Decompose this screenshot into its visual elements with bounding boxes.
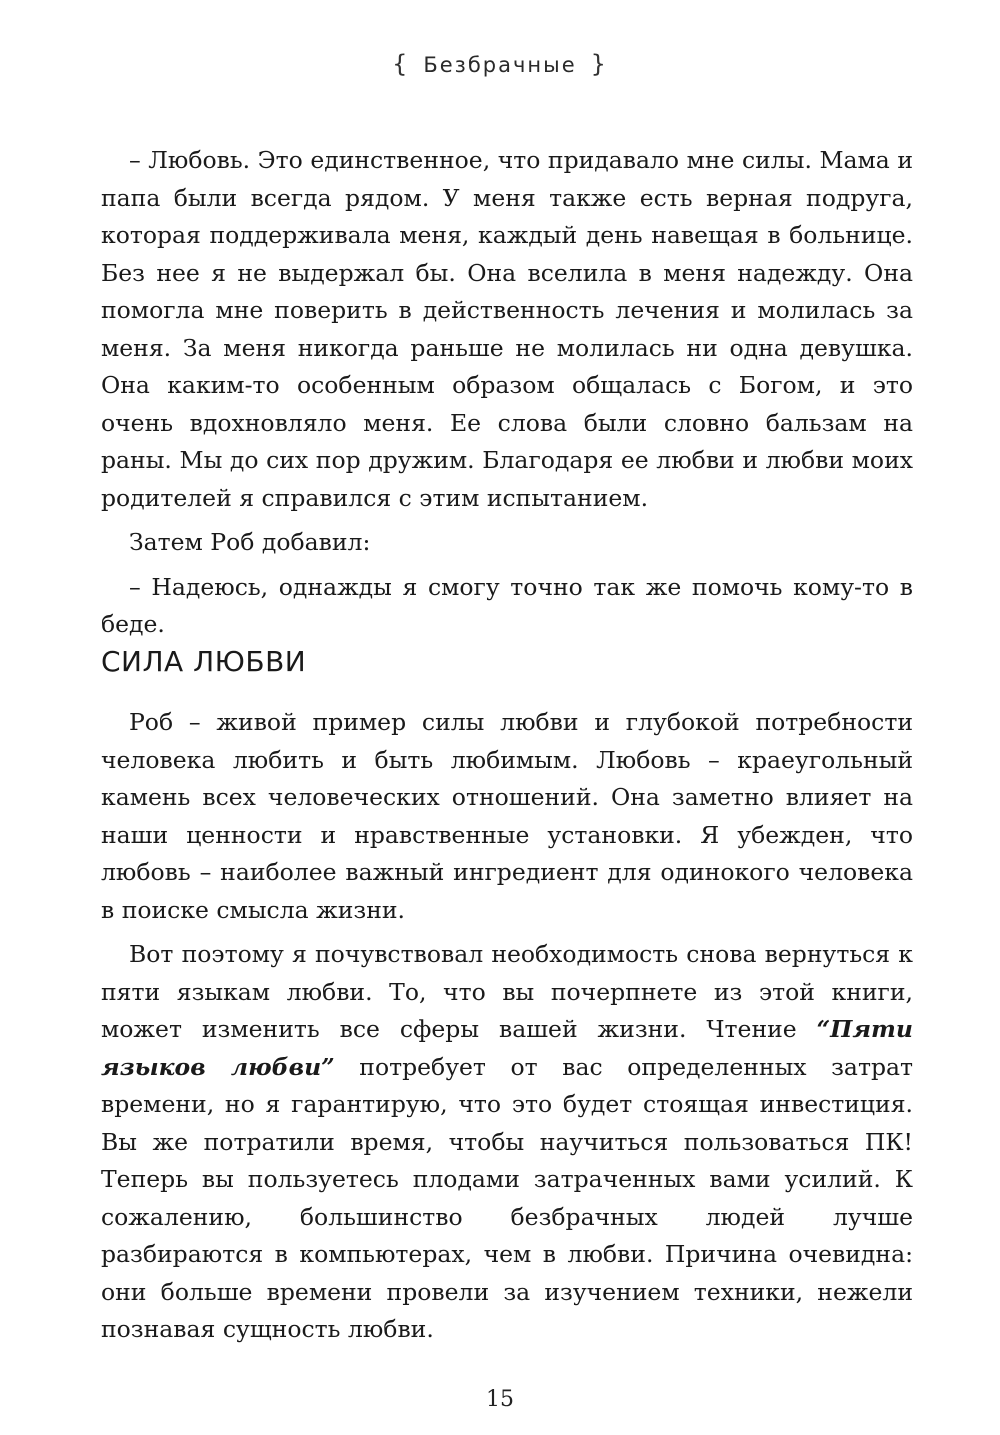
header-title: Безбрачные [423,53,577,77]
paragraph-text: Вот поэтому я почувствовал необходимость снова вернуться к пяти языкам любви. То, что вы почерпнете из этой книги, может изменить все сферы вашей жизни. Чтение [101,940,913,1043]
paragraph [101,936,913,1349]
paragraph: Затем Роб добавил: [129,528,371,556]
paragraph: – Надеюсь, однажды я смогу точно так же помочь кому-то в беде. [101,572,913,638]
section-1-text [101,142,913,644]
paragraph-text: потребует от вас определенных затрат времени, но я гарантирую, что это будет стоящая инвестиция. Вы же потратили время, чтобы научиться пользоваться ПК! Теперь вы пользуетесь плодами затраченных вами усилий. К сожалению, большинство безбрачных людей лучше разбираются в компьютерах, чем в любви. Причина очевидна: они больше времени провели за изучением техники, нежели познавая сущность любви. [101,1052,913,1343]
paragraph: – Любовь. Это единственное, что придавало мне силы. Мама и папа были всегда рядом. У меня также есть верная подруга, которая поддерживала меня, каждый день навещая в больнице. Без нее я не выдержал бы. Она вселила в меня надежду. Она помогла мне поверить в действенность лечения и молилась за меня. За меня никогда раньше не молилась ни одна девушка. Она каким-то особенным образом общалась с Богом, и это очень вдохновляло меня. Ее слова были словно бальзам на раны. Мы до сих пор дружим. Благодаря ее любви и любви моих родителей я справился с этим испытанием. [101,146,913,512]
paragraph: Роб – живой пример силы любви и глубокой потребности человека любить и быть любимым. Любовь – краеугольный камень всех человеческих отношений. Она заметно влияет на наши ценности и нравственные установки. Я убежден, что любовь – наиболее важный ингредиент для одинокого человека в поиске смысла жизни. [101,708,913,924]
book-title: “Пяти языков любви” [101,1015,913,1081]
page-number: 15 [486,1387,514,1412]
header-left-ornament: { [392,50,410,78]
section-heading: СИЛА ЛЮБВИ [101,645,307,678]
running-header [0,50,1000,78]
header-right-ornament: } [590,50,608,78]
section-2-text [101,704,913,1349]
